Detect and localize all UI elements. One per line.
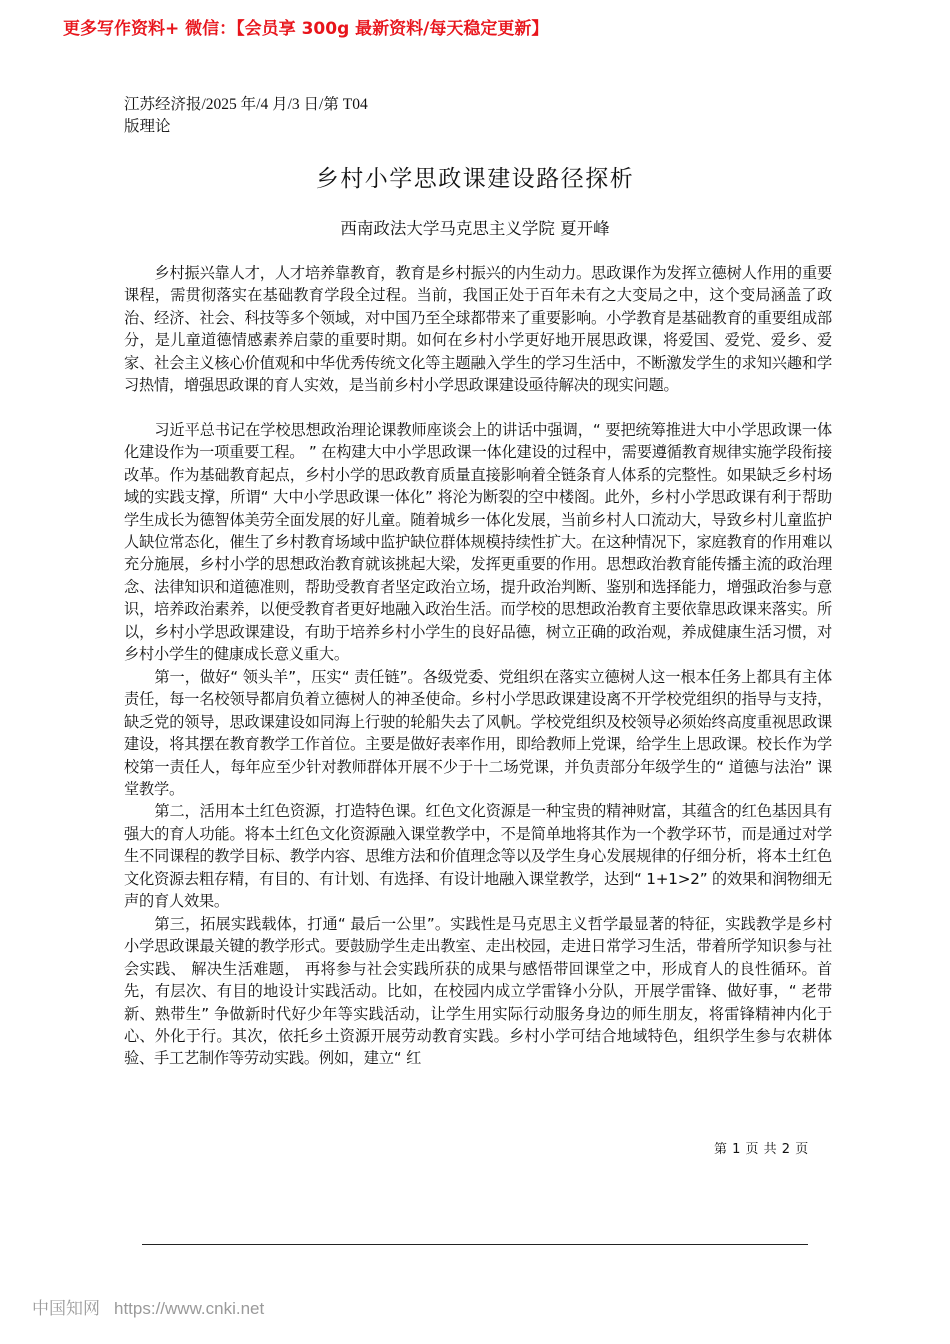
- paragraph-intro: 乡村振兴靠人才，人才培养靠教育，教育是乡村振兴的内生动力。思政课作为发挥立德树人作用的重要课程，需贯彻落实在基础教育学段全过程。当前，我国正处于百年未有之大变局之中，这个变局涵盖了政治、经济、社会、科技等多个领域，对中国乃至全球都带来了重要影响。小学教育是基础教育的重要组成部分，是儿童道德情感素养启蒙的重要时期。如何在乡村小学更好地开展思政课，将爱国、爱党、爱乡、爱家、社会主义核心价值观和中华优秀传统文化等主题融入学生的学习生活中，不断激发学生的求知兴趣和学习热情，增强思政课的育人实效，是当前乡村小学思政课建设亟待解决的现实问题。: [124, 264, 832, 395]
- source-line-2: 版理论: [124, 118, 171, 135]
- watermark-brand: 中国知网: [32, 1299, 100, 1319]
- promo-banner: 更多写作资料+ 微信：【会员享 300g 最新资料/每天稳定更新】: [63, 19, 549, 39]
- source-line-1: 江苏经济报/2025 年/4 月/3 日/第 T04: [124, 96, 368, 113]
- paragraph-point-1: 第一，做好“ 领头羊”，压实“ 责任链”。各级党委、党组织在落实立德树人这一根本任务上都具有主体责任，每一名校领导都肩负着立德树人的神圣使命。乡村小学思政课建设离不开学校党组织的指导与支持，缺乏党的领导，思政课建设如同海上行驶的轮船失去了风帆。学校党组织及校领导必须始终高度重视思政课建设，将其摆在教育教学工作首位。主要是做好表率作用，即给教师上党课，给学生上思政课。校长作为学校第一责任人，每年应至少针对教师群体开展不少于十二场党课，并负责部分年级学生的“ 道德与法治” 课堂教学。: [124, 667, 832, 798]
- page-indicator: 第 1 页 共 2 页: [714, 1142, 809, 1157]
- paragraph-point-3: 第三，拓展实践载体，打通“ 最后一公里”。实践性是马克思主义哲学最显著的特征，实践教学是乡村小学思政课最关键的教学形式。要鼓励学生走出教室、走出校园，走进日常学习生活，带着所学知识参与社会实践、 解决生活难题， 再将参与社会实践所获的成果与感悟带回课堂之中，形成育人的良性循环。首先，有层次、有目的地设计实践活动。比如，在校园内成立学雷锋小分队，开展学雷锋、做好事，“ 老带新、熟带生” 争做新时代好少年等实践活动，让学生用实际行动服务身边的师生朋友，将雷锋精神内化于心、外化于行。其次，依托乡土资源开展劳动教育实践。乡村小学可结合地域特色，组织学生参与农耕体验、手工艺制作等劳动实践。例如，建立“ 红: [124, 914, 832, 1068]
- source-citation: [124, 94, 414, 138]
- article-author: 西南政法大学马克思主义学院 夏开峰: [340, 219, 610, 238]
- paragraph-significance: 习近平总书记在学校思想政治理论课教师座谈会上的讲话中强调，“ 要把统筹推进大中小学思政课一体化建设作为一项重要工程。 ” 在构建大中小学思政课一体化建设的过程中，需要遵循教育规律实施学段衔接改革。作为基础教育起点，乡村小学的思政教育质量直接影响着全链条育人体系的完整性。如果缺乏乡村场域的实践支撑，所谓“ 大中小学思政课一体化” 将沦为断裂的空中楼阁。此外，乡村小学思政课有利于帮助学生成长为德智体美劳全面发展的好儿童。随着城乡一体化发展，当前乡村人口流动大，导致乡村儿童监护人缺位常态化，催生了乡村教育场域中监护缺位群体规模持续性扩大。在这种情况下，家庭教育的作用难以充分施展，乡村小学的思想政治教育就该挑起大梁，发挥更重要的作用。思想政治教育能传播主流的政治理念、法律知识和道德准则，帮助受教育者坚定政治立场，提升政治判断、鉴别和选择能力，增强政治参与意识，培养政治素养，以便受教育者更好地融入政治生活。而学校的思想政治教育主要依靠思政课来落实。所以，乡村小学思政课建设，有助于培养乡村小学生的良好品德，树立正确的政治观，养成健康生活习惯，对乡村小学生的健康成长意义重大。: [124, 420, 832, 664]
- article-title: 乡村小学思政课建设路径探析: [315, 166, 635, 192]
- cnki-watermark: [32, 1294, 264, 1319]
- paragraph-point-2: 第二，活用本土红色资源，打造特色课。红色文化资源是一种宝贵的精神财富，其蕴含的红色基因具有强大的育人功能。将本土红色文化资源融入课堂教学中，不是简单地将其作为一个教学环节，而是通过对学生不同课程的教学目标、教学内容、思维方法和价值理念等以及学生身心发展规律的仔细分析，将本土红色文化资源去粗存精，有目的、有计划、有选择、有设计地融入课堂教学，达到“ 1+1>2” 的效果和润物细无声的育人效果。: [124, 802, 832, 911]
- watermark-url: https://www.cnki.net: [114, 1299, 265, 1318]
- footer-divider: [142, 1244, 808, 1245]
- article-body: [124, 262, 832, 1070]
